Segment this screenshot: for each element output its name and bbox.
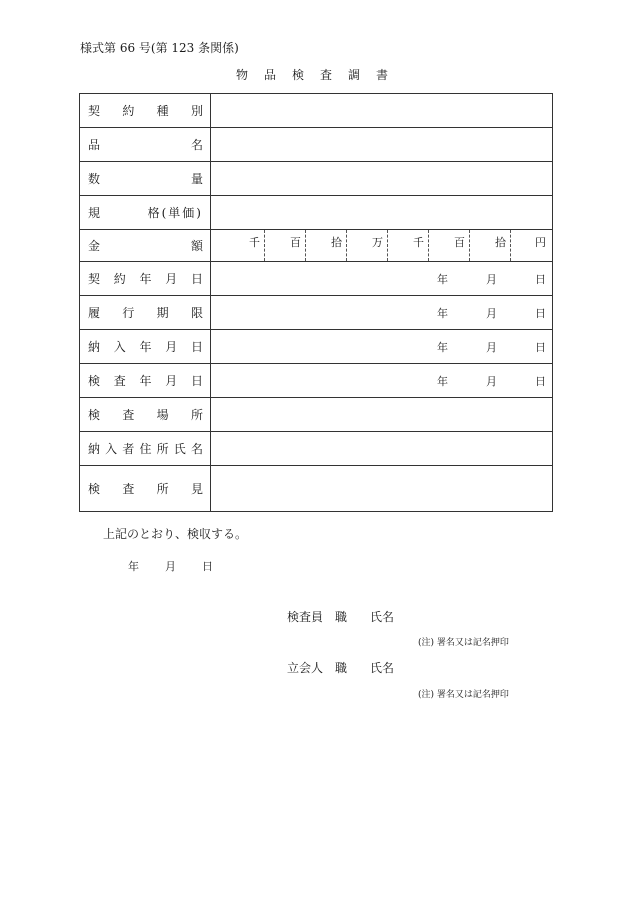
field-supplier[interactable] [211, 432, 552, 465]
signature-date-month: 月 [165, 560, 176, 573]
amount-digit-cell: 万 [347, 230, 388, 261]
amount-digit-cell: 百 [265, 230, 306, 261]
row-supplier [80, 432, 552, 466]
statement-text: 上記のとおり、検収する。 [103, 527, 248, 541]
label-findings: 検 査 所 見 [80, 466, 211, 511]
row-quantity [80, 162, 552, 196]
row-specification [80, 196, 552, 230]
label-inspection-place: 検 査 場 所 [80, 398, 211, 431]
amount-digit-cell: 千 [224, 230, 265, 261]
label-contract-type: 契 約 種 別 [80, 94, 211, 127]
field-item-name[interactable] [211, 128, 552, 161]
label-contract-date: 契 約 年 月 日 [80, 262, 211, 295]
field-amount[interactable] [211, 230, 552, 261]
amount-digit-cell: 拾 [306, 230, 347, 261]
inspector-name-label: 氏名 [370, 610, 395, 624]
label-quantity: 数 量 [80, 162, 211, 195]
row-findings [80, 466, 552, 511]
row-inspection-date [80, 364, 552, 398]
amount-digit-cell: 円 [535, 236, 546, 249]
amount-digit-cell: 千 [388, 230, 429, 261]
field-inspection-date[interactable]: 年 月 日 [437, 374, 546, 388]
label-inspection-date: 検 査 年 月 日 [80, 364, 211, 397]
field-quantity[interactable] [211, 162, 552, 195]
amount-digit-cell: 百 [429, 230, 470, 261]
inspector-signature-note: (注) 署名又は記名押印 [418, 638, 509, 648]
amount-digit-cell: 拾 [470, 230, 511, 261]
row-amount [80, 230, 552, 262]
field-findings[interactable] [211, 466, 552, 511]
witness-name-label: 氏名 [370, 661, 395, 675]
label-specification: 規 格(単価) [80, 196, 211, 229]
page-title: 物品検査調書 [235, 68, 404, 82]
signature-date-year: 年 [128, 560, 139, 573]
row-delivery-date [80, 330, 552, 364]
label-performance-deadline: 履 行 期 限 [80, 296, 211, 329]
row-contract-date [80, 262, 552, 296]
row-item-name [80, 128, 552, 162]
field-delivery-date[interactable]: 年 月 日 [437, 340, 546, 354]
label-delivery-date: 納 入 年 月 日 [80, 330, 211, 363]
row-performance-deadline [80, 296, 552, 330]
label-amount: 金 額 [80, 230, 211, 261]
field-inspection-place[interactable] [211, 398, 552, 431]
field-contract-type[interactable] [211, 94, 552, 127]
label-item-name: 品 名 [80, 128, 211, 161]
field-performance-deadline[interactable]: 年 月 日 [437, 306, 546, 320]
form-number: 様式第 66 号(第 123 条関係) [80, 41, 239, 55]
row-inspection-place [80, 398, 552, 432]
row-contract-type [80, 94, 552, 128]
field-contract-date[interactable]: 年 月 日 [437, 272, 546, 286]
witness-signature-note: (注) 署名又は記名押印 [418, 690, 509, 700]
label-supplier: 納 入 者 住 所 氏 名 [80, 432, 211, 465]
inspector-post-label: 職 [335, 610, 348, 624]
inspector-label: 検査員 [287, 610, 324, 624]
inspection-table [79, 93, 553, 512]
signature-date-day: 日 [202, 560, 213, 573]
witness-label: 立会人 [287, 661, 324, 675]
field-specification[interactable] [211, 196, 552, 229]
witness-post-label: 職 [335, 661, 348, 675]
